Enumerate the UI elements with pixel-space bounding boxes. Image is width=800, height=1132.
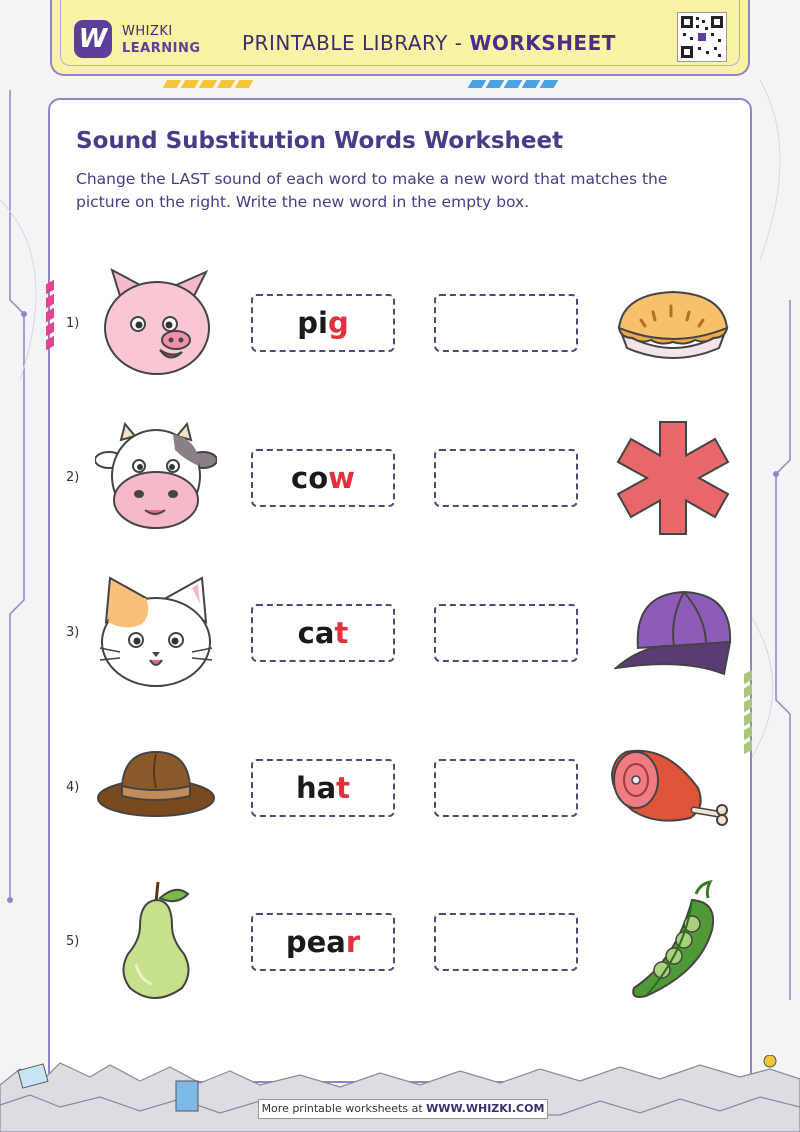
brand-name-top: WHIZKI <box>122 24 173 39</box>
pear-icon <box>118 880 194 1002</box>
header-title-bold: WORKSHEET <box>469 31 616 55</box>
answer-box[interactable] <box>434 604 578 662</box>
word-last-sound: t <box>336 771 351 805</box>
header-title <box>242 31 616 55</box>
qr-code-icon <box>677 12 727 62</box>
star-of-life-icon <box>612 418 734 538</box>
word-last-sound: w <box>328 461 355 495</box>
answer-box[interactable] <box>434 449 578 507</box>
word-box <box>251 294 395 352</box>
answer-box[interactable] <box>434 913 578 971</box>
answer-box[interactable] <box>434 294 578 352</box>
worksheet-title: Sound Substitution Words Worksheet <box>76 128 564 154</box>
brand-name-bottom: LEARNING <box>122 41 201 56</box>
word-last-sound: t <box>334 616 349 650</box>
footer-bar <box>258 1099 548 1119</box>
row-number: 2) <box>66 470 80 485</box>
word-start: pi <box>297 306 328 340</box>
header-title-prefix: PRINTABLE LIBRARY - <box>242 31 470 55</box>
cap-icon <box>614 588 734 680</box>
row-number: 5) <box>66 934 80 949</box>
word-last-sound: r <box>345 925 361 959</box>
side-stripes-right <box>744 672 752 752</box>
word-start: co <box>291 461 329 495</box>
header-stripes-right <box>470 80 556 90</box>
cow-icon <box>95 420 217 532</box>
word-box <box>251 604 395 662</box>
bottom-rubble-decoration <box>0 1055 800 1132</box>
answer-box[interactable] <box>434 759 578 817</box>
row-number: 4) <box>66 780 80 795</box>
side-stripes-left <box>46 282 54 348</box>
hat-icon <box>96 748 216 820</box>
header-stripes-left <box>165 80 251 90</box>
word-box <box>251 913 395 971</box>
header-banner <box>50 0 750 76</box>
row-number: 3) <box>66 625 80 640</box>
ham-icon <box>606 744 734 828</box>
worksheet-instructions: Change the LAST sound of each word to make a new word that matches the picture on the right. Write the new word in the empty box. <box>76 170 668 211</box>
word-start: pea <box>285 925 346 959</box>
pie-icon <box>613 288 733 360</box>
row-number: 1) <box>66 316 80 331</box>
pig-icon <box>98 266 216 378</box>
word-start: ha <box>295 771 337 805</box>
cat-icon <box>96 574 216 690</box>
word-last-sound: g <box>327 306 349 340</box>
word-box <box>251 449 395 507</box>
word-box <box>251 759 395 817</box>
word-start: ca <box>297 616 335 650</box>
footer-text: More printable worksheets at <box>261 1102 427 1115</box>
peas-icon <box>626 880 720 1004</box>
footer-link[interactable]: WWW.WHIZKI.COM <box>426 1102 545 1115</box>
whizki-logo-icon: W <box>74 20 112 58</box>
